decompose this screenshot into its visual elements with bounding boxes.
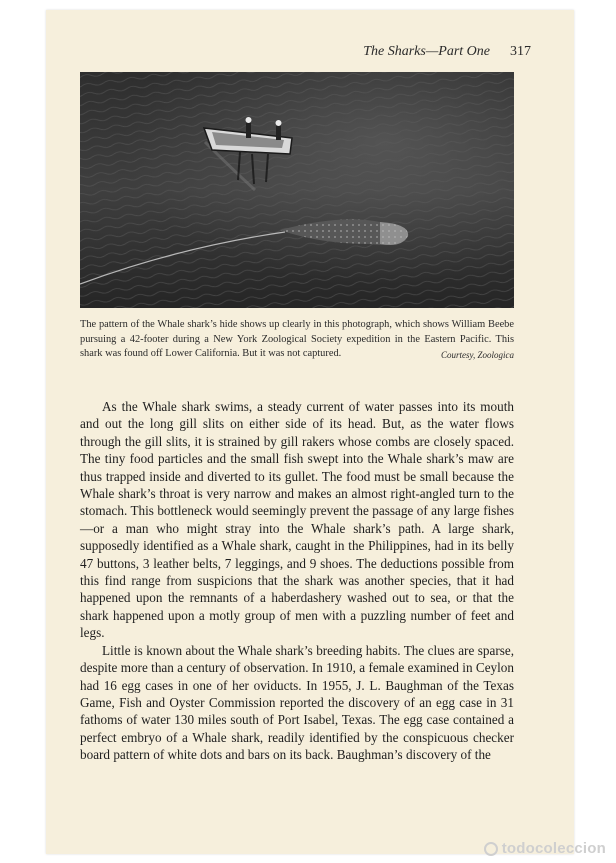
watermark-text: todocoleccion [501, 840, 606, 857]
watermark [484, 840, 606, 857]
watermark-logo-icon [484, 842, 498, 856]
paragraph-2: Little is known about the Whale shark’s breeding habits. The clues are sparse, despite more than a century of observation. In 1910, a female examined in Ceylon had 16 egg cases in one of her oviducts. In 1955, J. L. Baughman of the Texas Game, Fish and Oyster Commission reported the discovery of an egg case in 31 fathoms of water 130 miles south of Port Isabel, Texas. The egg case contained a perfect embryo of a Whale shark, readily identified by the conspicuous checker board pattern of white dots and bars on its back. Baughman’s discovery of the [80, 642, 514, 763]
running-head [46, 44, 531, 60]
whale-shark-photo [80, 72, 514, 308]
photo-caption [80, 318, 514, 363]
photo-credit: Courtesy, Zoologica [440, 350, 514, 360]
paragraph-1: As the Whale shark swims, a steady current of water passes into its mouth and out the long gill slits on either side of its head. But, as the water flows through the gill slits, it is strained by gill rakers whose combs are closely spaced. The tiny food particles and the small fish swept into the Whale shark’s maw are thus trapped inside and diverted to its gullet. The food must be small because the Whale shark’s throat is very narrow and makes an almost right-angled turn to the stomach. This bottleneck would seemingly prevent the passage of any large fishes —or a man who might stray into the Whale shark’s path. A large shark, supposedly identified as a Whale shark, caught in the Philippines, had in its belly 47 buttons, 3 leather belts, 7 leggings, and 9 shoes. The deductions possible from this find range from suspicions that the shark was another species, that it had happened upon the remnants of a haberdashery washed out to sea, or that the shark happened upon a motly group of men with a puzzling number of feet and legs. [80, 399, 514, 641]
book-page [46, 10, 574, 854]
page-number: 317 [510, 44, 531, 59]
photo-image [80, 72, 514, 308]
running-title: The Sharks—Part One [363, 44, 490, 59]
caption-text: The pattern of the Whale shark’s hide shows up clearly in this photograph, which shows William Beebe pursuing a 42-footer during a New York Zoological Society expedition in the Eastern Pacific. This shark was found off Lower California. But it was not captured. [80, 319, 514, 359]
body-text [80, 398, 514, 764]
